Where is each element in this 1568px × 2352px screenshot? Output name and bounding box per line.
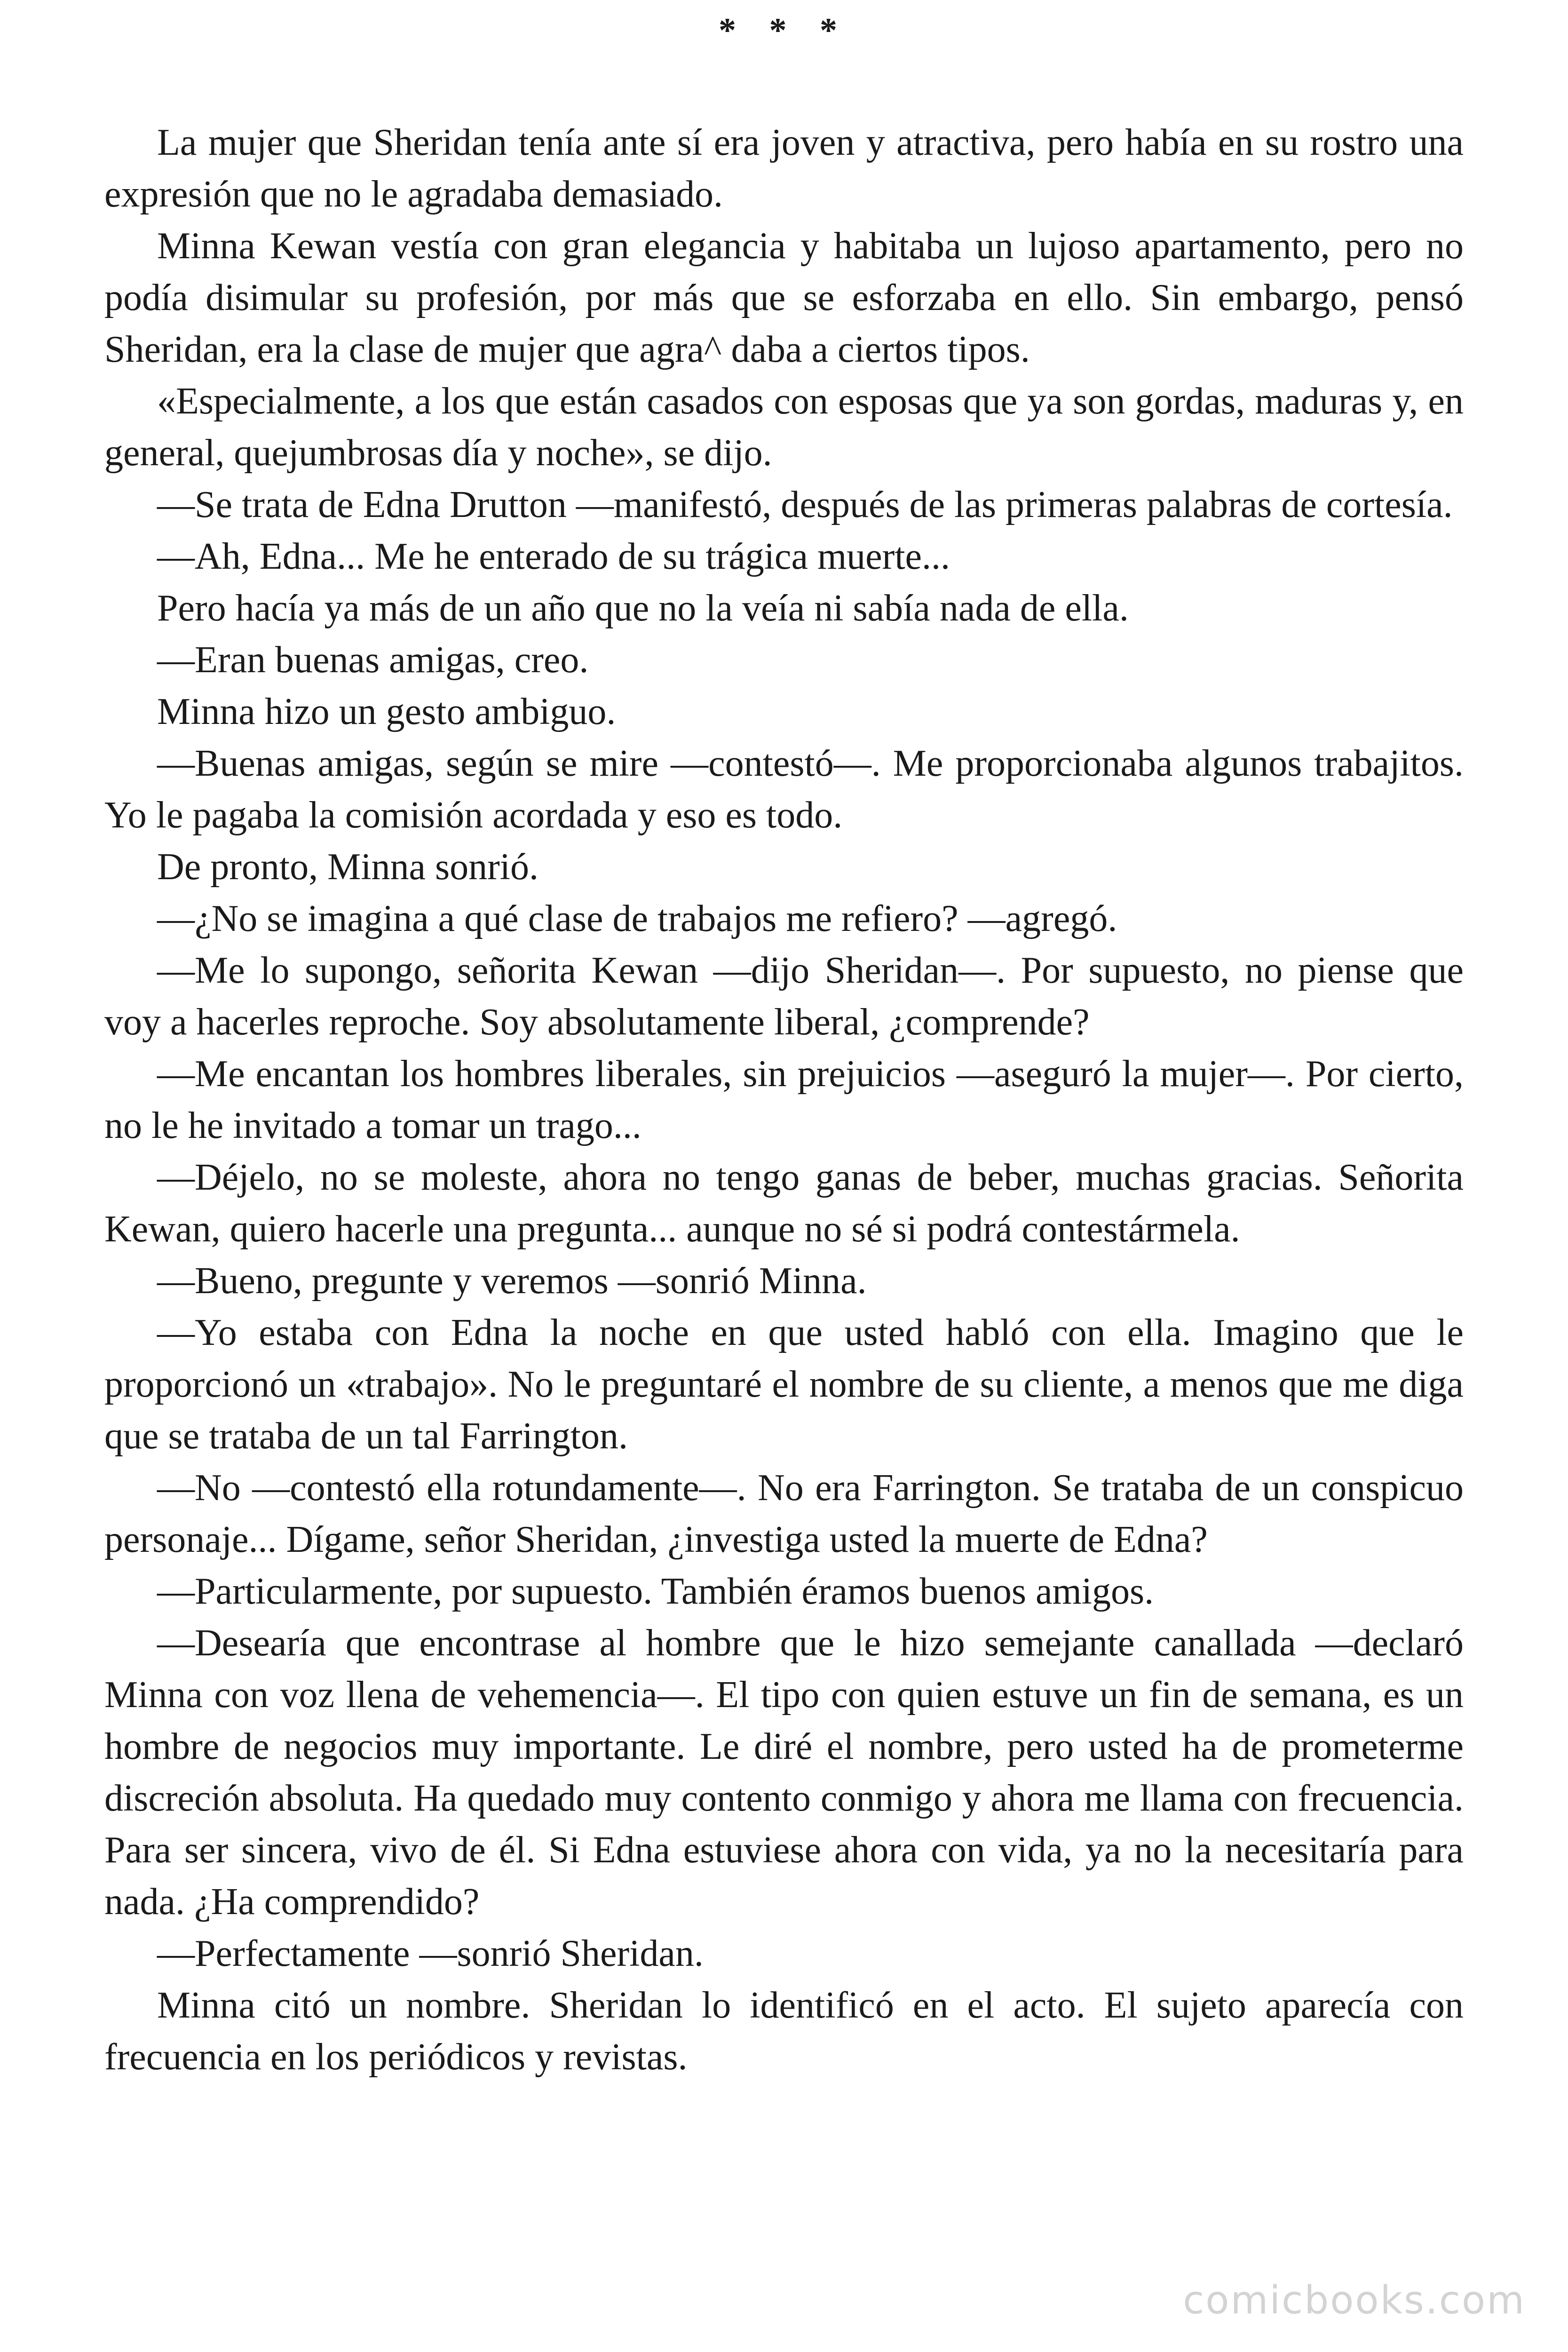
paragraph-21: Minna citó un nombre. Sheridan lo identificó en el acto. El sujeto aparecía con frecuencia en los periódicos y revistas. [104,1985,1464,2078]
paragraph-8: Minna hizo un gesto ambiguo. [157,691,616,732]
paragraph-1: La mujer que Sheridan tenía ante sí era joven y atractiva, pero había en su rostro una expresión que no le agradaba demasiado. [104,122,1464,215]
paragraph-7: —Eran buenas amigas, creo. [157,639,589,681]
paragraph-20: —Perfectamente —sonrió Sheridan. [157,1933,704,1974]
paragraph-2: Minna Kewan vestía con gran elegancia y habitaba un lujoso apartamento, pero no podía disimular su profesión, por más que se esforzaba en ello. Sin embargo, pensó Sheridan, era la clase de mujer que agra^ daba a ciertos tipos. [104,225,1464,370]
paragraph-18: —Particularmente, por supuesto. También éramos buenos amigos. [157,1571,1154,1612]
paragraph-10: De pronto, Minna sonrió. [157,846,539,888]
paragraph-12: —Me lo supongo, señorita Kewan —dijo Sheridan—. Por supuesto, no piense que voy a hacerles reproche. Soy absolutamente liberal, ¿comprende? [104,950,1464,1043]
scene-separator: * * * [719,11,849,50]
paragraph-6: Pero hacía ya más de un año que no la veía ni sabía nada de ella. [157,588,1129,629]
paragraph-3: «Especialmente, a los que están casados con esposas que ya son gordas, maduras y, en general, quejumbrosas día y noche», se dijo. [104,381,1464,474]
paragraph-4: —Se trata de Edna Drutton —manifestó, después de las primeras palabras de cortesía. [157,484,1453,525]
paragraph-9: —Buenas amigas, según se mire —contestó—. Me proporcionaba algunos trabajitos. Yo le pagaba la comisión acordada y eso es todo. [104,743,1464,836]
paragraph-15: —Bueno, pregunte y veremos —sonrió Minna. [157,1260,867,1302]
paragraph-14: —Déjelo, no se moleste, ahora no tengo ganas de beber, muchas gracias. Señorita Kewan, quiero hacerle una pregunta... aunque no sé si podrá contestármela. [104,1157,1464,1250]
paragraph-16: —Yo estaba con Edna la noche en que usted habló con ella. Imagino que le proporcionó un «trabajo». No le preguntaré el nombre de su cliente, a menos que me diga que se trataba de un tal Farrington. [104,1312,1464,1457]
paragraph-5: —Ah, Edna... Me he enterado de su trágica muerte... [157,536,950,577]
paragraph-19: —Desearía que encontrase al hombre que le hizo semejante canallada —declaró Minna con voz llena de vehemencia—. El tipo con quien estuve un fin de semana, es un hombre de negocios muy importante. Le diré el nombre, pero usted ha de prometerme discreción absoluta. Ha quedado muy contento conmigo y ahora me llama con frecuencia. Para ser sincera, vivo de él. Si Edna estuviese ahora con vida, ya no la necesitaría para nada. ¿Ha comprendido? [104,1622,1464,1923]
body-text [104,117,1464,2083]
paragraph-17: —No —contestó ella rotundamente—. No era Farrington. Se trataba de un conspicuo personaje... Dígame, señor Sheridan, ¿investiga usted la muerte de Edna? [104,1467,1464,1560]
watermark-text: comicbooks.com [1183,2278,1526,2323]
paragraph-11: —¿No se imagina a qué clase de trabajos me refiero? —agregó. [157,898,1117,939]
paragraph-13: —Me encantan los hombres liberales, sin prejuicios —aseguró la mujer—. Por cierto, no le he invitado a tomar un trago... [104,1053,1464,1146]
